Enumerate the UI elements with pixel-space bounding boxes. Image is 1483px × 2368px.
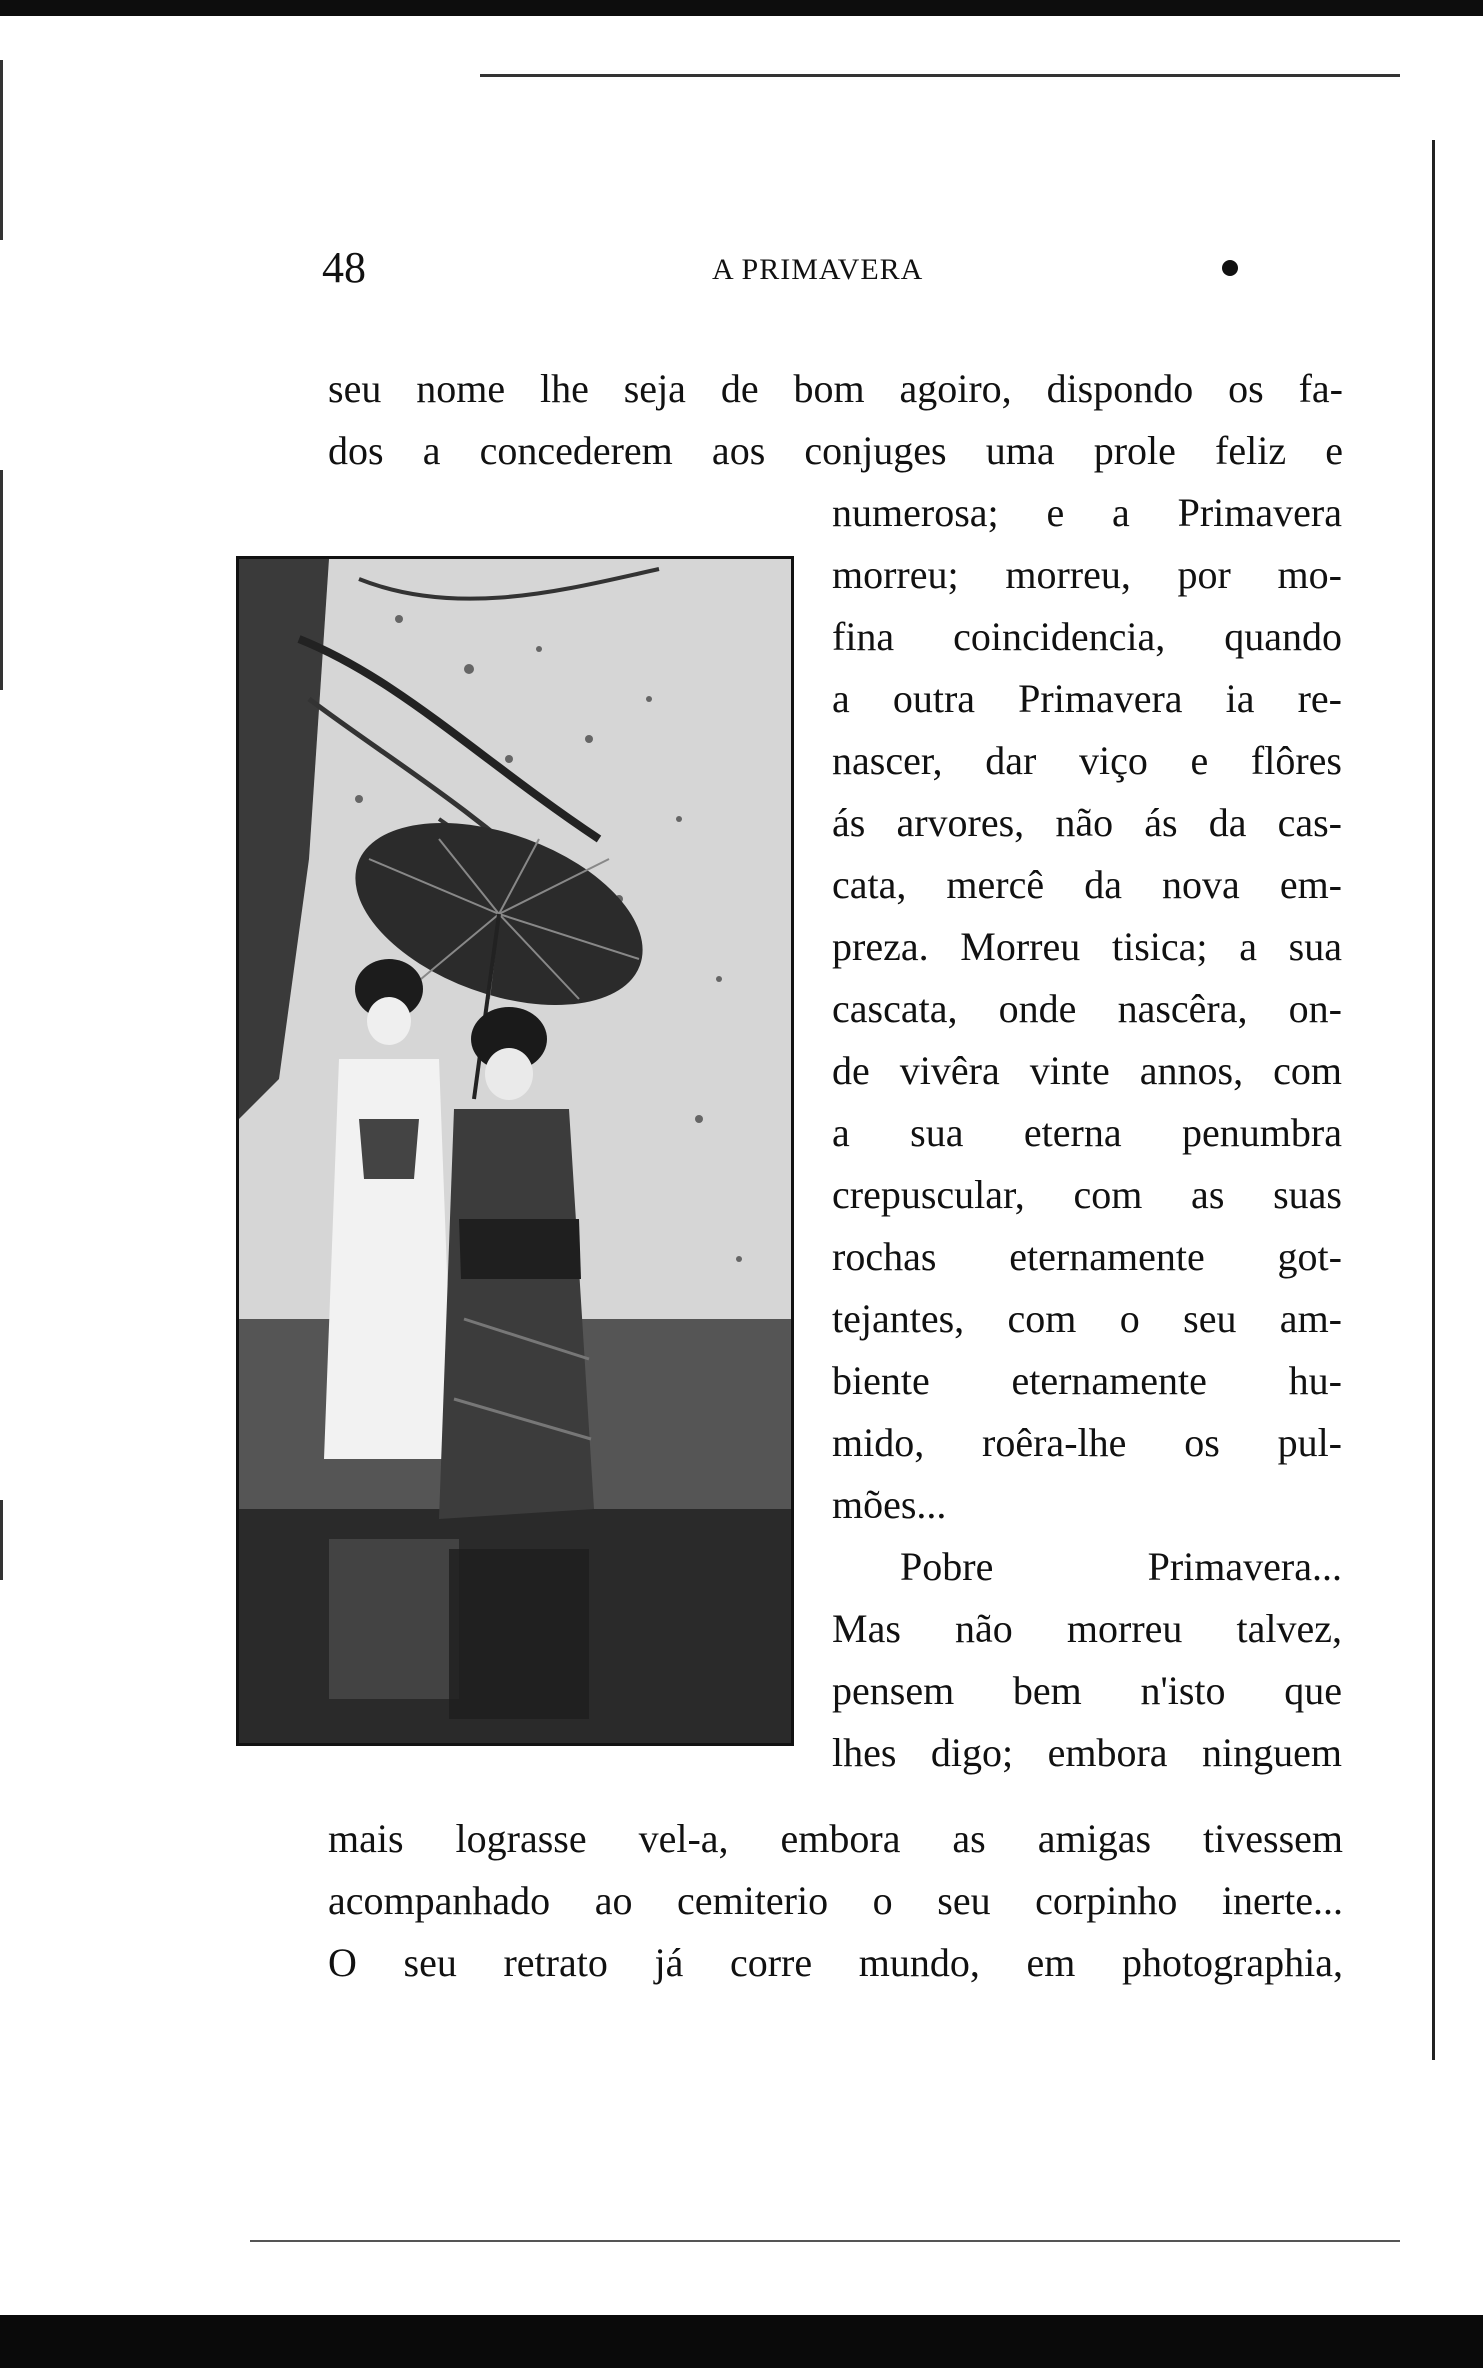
page-header [322, 238, 1232, 298]
text-line: O seu retrato já corre mundo, em photographia, [328, 1940, 1343, 1985]
running-title: A PRIMAVERA [712, 253, 924, 286]
scan-bottom-rule [250, 2240, 1400, 2242]
text-line: nascer, dar viço e flôres [832, 738, 1342, 783]
page-number: 48 [322, 243, 366, 292]
text-line: Mas não morreu talvez, [832, 1606, 1342, 1651]
text-line: biente eternamente hu- [832, 1358, 1342, 1403]
text-line: preza. Morreu tisica; a sua [832, 924, 1342, 969]
text-line: cata, mercê da nova em- [832, 862, 1342, 907]
scan-top-rule [480, 74, 1400, 77]
text-line: ás arvores, não ás da cas- [832, 800, 1342, 845]
text-line: crepuscular, com as suas [832, 1172, 1342, 1217]
text-line: cascata, onde nascêra, on- [832, 986, 1342, 1031]
text-line: rochas eternamente got- [832, 1234, 1342, 1279]
scan-top-border [0, 0, 1483, 16]
text-line: seu nome lhe seja de bom agoiro, dispondo os fa- [328, 366, 1343, 411]
text-line: numerosa; e a Primavera [832, 490, 1342, 535]
text-line: pensem bem n'isto que [832, 1668, 1342, 1713]
text-line: lhes digo; embora ninguem [832, 1730, 1342, 1775]
scan-bottom-border [0, 2315, 1483, 2368]
text-line: Pobre Primavera... [900, 1544, 1342, 1589]
text-line: acompanhado ao cemiterio o seu corpinho inerte... [328, 1878, 1343, 1923]
text-line: a sua eterna penumbra [832, 1110, 1342, 1155]
text-line: de vivêra vinte annos, com [832, 1048, 1342, 1093]
photograph-two-women-with-parasol-icon [239, 559, 791, 1743]
scan-left-mark [0, 60, 3, 240]
text-line: dos a concederem aos conjuges uma prole feliz e [328, 428, 1343, 473]
text-line: mões... [832, 1482, 947, 1527]
text-line: a outra Primavera ia re- [832, 676, 1342, 721]
text-line: mais lograsse vel-a, embora as amigas tivessem [328, 1816, 1343, 1861]
photograph-figure [236, 556, 794, 1746]
text-line: mido, roêra-lhe os pul- [832, 1420, 1342, 1465]
text-line: morreu; morreu, por mo- [832, 552, 1342, 597]
ornament-dot [1222, 260, 1238, 276]
scan-left-mark [0, 470, 3, 690]
text-line: tejantes, com o seu am- [832, 1296, 1342, 1341]
text-line: fina coincidencia, quando [832, 614, 1342, 659]
scan-left-mark [0, 1500, 3, 1580]
scan-right-edge [1432, 140, 1435, 2060]
